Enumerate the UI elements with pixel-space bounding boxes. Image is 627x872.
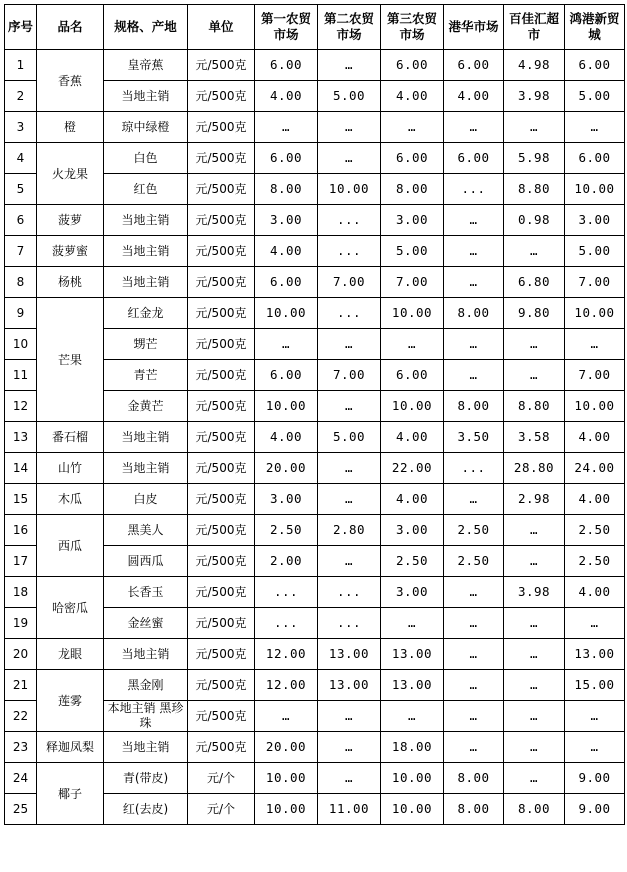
price-cell: ... [255, 577, 318, 608]
price-cell: 13.00 [318, 639, 381, 670]
price-cell: 24.00 [565, 453, 625, 484]
unit-cell: 元/500克 [188, 205, 255, 236]
price-cell: … [444, 639, 504, 670]
price-cell: 2.50 [444, 515, 504, 546]
row-number: 17 [5, 546, 37, 577]
price-cell: … [444, 267, 504, 298]
row-number: 5 [5, 174, 37, 205]
unit-cell: 元/个 [188, 763, 255, 794]
row-number: 6 [5, 205, 37, 236]
product-name: 木瓜 [37, 484, 104, 515]
price-cell: … [444, 236, 504, 267]
price-cell: 6.00 [444, 143, 504, 174]
price-cell: 3.98 [504, 81, 565, 112]
header-row [5, 5, 625, 50]
table-row [5, 267, 625, 298]
price-cell: 2.50 [565, 546, 625, 577]
price-cell: 22.00 [381, 453, 444, 484]
price-cell: … [318, 701, 381, 732]
price-cell: 7.00 [318, 267, 381, 298]
row-number: 13 [5, 422, 37, 453]
header-cell: 港华市场 [444, 5, 504, 50]
product-name: 芒果 [37, 298, 104, 422]
price-cell: 4.00 [565, 484, 625, 515]
price-cell: … [504, 608, 565, 639]
price-cell: 6.00 [255, 143, 318, 174]
unit-cell: 元/500克 [188, 732, 255, 763]
price-cell: 3.00 [381, 205, 444, 236]
price-cell: 13.00 [381, 639, 444, 670]
product-name: 菠萝蜜 [37, 236, 104, 267]
table-row [5, 143, 625, 174]
unit-cell: 元/500克 [188, 391, 255, 422]
price-cell: 6.00 [255, 267, 318, 298]
unit-cell: 元/500克 [188, 608, 255, 639]
price-cell: 10.00 [255, 298, 318, 329]
spec-cell: 长香玉 [104, 577, 188, 608]
price-cell: 2.00 [255, 546, 318, 577]
price-cell: ... [318, 205, 381, 236]
price-cell: … [504, 546, 565, 577]
price-cell: 28.80 [504, 453, 565, 484]
unit-cell: 元/500克 [188, 329, 255, 360]
row-number: 19 [5, 608, 37, 639]
price-cell: 8.00 [504, 794, 565, 825]
price-cell: … [504, 360, 565, 391]
row-number: 14 [5, 453, 37, 484]
unit-cell: 元/500克 [188, 174, 255, 205]
price-cell: 18.00 [381, 732, 444, 763]
header-cell: 百佳汇超市 [504, 5, 565, 50]
price-cell: … [504, 670, 565, 701]
product-name: 橙 [37, 112, 104, 143]
unit-cell: 元/500克 [188, 577, 255, 608]
price-cell: 4.00 [255, 236, 318, 267]
row-number: 9 [5, 298, 37, 329]
price-cell: 2.50 [255, 515, 318, 546]
spec-cell: 皇帝蕉 [104, 50, 188, 81]
table-row [5, 453, 625, 484]
spec-cell: 本地主销 黑珍珠 [104, 701, 188, 732]
row-number: 18 [5, 577, 37, 608]
row-number: 20 [5, 639, 37, 670]
price-cell: 4.00 [381, 484, 444, 515]
product-name: 哈密瓜 [37, 577, 104, 639]
price-cell: 9.80 [504, 298, 565, 329]
price-cell: 6.00 [444, 50, 504, 81]
header-cell: 单位 [188, 5, 255, 50]
price-cell: 5.00 [565, 236, 625, 267]
spec-cell: 当地主销 [104, 422, 188, 453]
price-cell: 9.00 [565, 794, 625, 825]
price-cell: … [444, 701, 504, 732]
row-number: 1 [5, 50, 37, 81]
spec-cell: 金黄芒 [104, 391, 188, 422]
price-cell: … [318, 391, 381, 422]
price-cell: … [318, 763, 381, 794]
price-cell: 5.00 [318, 81, 381, 112]
price-cell: 3.00 [381, 577, 444, 608]
spec-cell: 白皮 [104, 484, 188, 515]
price-cell: 10.00 [255, 391, 318, 422]
row-number: 16 [5, 515, 37, 546]
price-cell: 20.00 [255, 453, 318, 484]
price-cell: … [565, 608, 625, 639]
price-cell: 6.00 [565, 143, 625, 174]
price-cell: ... [318, 577, 381, 608]
header-cell: 品名 [37, 5, 104, 50]
table-row [5, 236, 625, 267]
price-cell: … [318, 453, 381, 484]
header-cell: 第一农贸市场 [255, 5, 318, 50]
price-cell: 8.80 [504, 174, 565, 205]
table-body [5, 50, 625, 825]
price-cell: 4.00 [565, 577, 625, 608]
price-cell: … [444, 577, 504, 608]
price-cell: … [565, 329, 625, 360]
price-cell: 4.00 [255, 422, 318, 453]
price-cell: 8.00 [255, 174, 318, 205]
spec-cell: 当地主销 [104, 639, 188, 670]
row-number: 25 [5, 794, 37, 825]
product-name: 杨桃 [37, 267, 104, 298]
price-cell: 10.00 [565, 391, 625, 422]
price-cell: 5.00 [565, 81, 625, 112]
price-cell: … [504, 515, 565, 546]
price-cell: 8.00 [444, 298, 504, 329]
price-cell: 4.00 [381, 422, 444, 453]
price-cell: 3.00 [255, 205, 318, 236]
price-cell: 6.00 [381, 50, 444, 81]
spec-cell: 当地主销 [104, 732, 188, 763]
price-cell: 2.80 [318, 515, 381, 546]
row-number: 23 [5, 732, 37, 763]
price-cell: 8.80 [504, 391, 565, 422]
table-row [5, 484, 625, 515]
price-cell: 9.00 [565, 763, 625, 794]
price-cell: 5.98 [504, 143, 565, 174]
table-row [5, 670, 625, 701]
spec-cell: 当地主销 [104, 236, 188, 267]
price-cell: … [381, 608, 444, 639]
unit-cell: 元/500克 [188, 143, 255, 174]
price-cell: 20.00 [255, 732, 318, 763]
unit-cell: 元/500克 [188, 360, 255, 391]
spec-cell: 青芒 [104, 360, 188, 391]
price-cell: … [504, 763, 565, 794]
price-cell: 13.00 [318, 670, 381, 701]
unit-cell: 元/500克 [188, 236, 255, 267]
price-cell: 6.00 [565, 50, 625, 81]
row-number: 22 [5, 701, 37, 732]
price-cell: 6.00 [381, 143, 444, 174]
product-name: 椰子 [37, 763, 104, 825]
price-cell: … [318, 329, 381, 360]
price-cell: 6.80 [504, 267, 565, 298]
row-number: 7 [5, 236, 37, 267]
table-row [5, 639, 625, 670]
unit-cell: 元/500克 [188, 639, 255, 670]
price-cell: … [504, 639, 565, 670]
price-cell: 6.00 [255, 360, 318, 391]
price-cell: 7.00 [565, 360, 625, 391]
price-cell: … [381, 112, 444, 143]
price-cell: … [318, 732, 381, 763]
price-cell: … [504, 236, 565, 267]
spec-cell: 黑金刚 [104, 670, 188, 701]
price-cell: 5.00 [318, 422, 381, 453]
price-cell: 3.58 [504, 422, 565, 453]
table-row [5, 50, 625, 81]
price-cell: 2.98 [504, 484, 565, 515]
spec-cell: 甥芒 [104, 329, 188, 360]
price-cell: 7.00 [318, 360, 381, 391]
price-cell: … [444, 112, 504, 143]
price-cell: … [381, 701, 444, 732]
product-name: 番石榴 [37, 422, 104, 453]
price-cell: ... [255, 608, 318, 639]
spec-cell: 金丝蜜 [104, 608, 188, 639]
header-cell: 规格、产地 [104, 5, 188, 50]
product-name: 火龙果 [37, 143, 104, 205]
spec-cell: 当地主销 [104, 205, 188, 236]
price-cell: … [444, 205, 504, 236]
row-number: 11 [5, 360, 37, 391]
unit-cell: 元/500克 [188, 50, 255, 81]
price-cell: ... [318, 608, 381, 639]
row-number: 10 [5, 329, 37, 360]
price-cell: … [444, 329, 504, 360]
price-cell: … [565, 701, 625, 732]
price-cell: 11.00 [318, 794, 381, 825]
product-name: 释迦凤梨 [37, 732, 104, 763]
table-row [5, 205, 625, 236]
table-row [5, 515, 625, 546]
unit-cell: 元/500克 [188, 298, 255, 329]
price-cell: … [318, 112, 381, 143]
spec-cell: 当地主销 [104, 453, 188, 484]
product-name: 山竹 [37, 453, 104, 484]
unit-cell: 元/500克 [188, 422, 255, 453]
price-cell: 10.00 [318, 174, 381, 205]
unit-cell: 元/500克 [188, 81, 255, 112]
price-cell: … [444, 484, 504, 515]
product-name: 西瓜 [37, 515, 104, 577]
unit-cell: 元/500克 [188, 670, 255, 701]
product-name: 菠萝 [37, 205, 104, 236]
price-cell: 8.00 [444, 763, 504, 794]
price-cell: … [444, 608, 504, 639]
spec-cell: 当地主销 [104, 267, 188, 298]
table-row [5, 422, 625, 453]
price-cell: 12.00 [255, 670, 318, 701]
unit-cell: 元/500克 [188, 515, 255, 546]
price-cell: 13.00 [381, 670, 444, 701]
price-cell: 10.00 [381, 298, 444, 329]
price-cell: 13.00 [565, 639, 625, 670]
unit-cell: 元/500克 [188, 546, 255, 577]
spec-cell: 红金龙 [104, 298, 188, 329]
price-cell: … [504, 329, 565, 360]
table-row [5, 577, 625, 608]
price-cell: 8.00 [444, 391, 504, 422]
unit-cell: 元/个 [188, 794, 255, 825]
spec-cell: 琼中绿橙 [104, 112, 188, 143]
row-number: 8 [5, 267, 37, 298]
header-cell: 序号 [5, 5, 37, 50]
price-cell: 3.00 [565, 205, 625, 236]
price-cell: … [565, 732, 625, 763]
price-cell: … [318, 484, 381, 515]
price-cell: 10.00 [565, 174, 625, 205]
price-cell: … [255, 701, 318, 732]
row-number: 24 [5, 763, 37, 794]
price-cell: 3.50 [444, 422, 504, 453]
spec-cell: 圆西瓜 [104, 546, 188, 577]
price-cell: 2.50 [444, 546, 504, 577]
price-cell: … [318, 546, 381, 577]
price-cell: 4.98 [504, 50, 565, 81]
table-row [5, 298, 625, 329]
product-name: 香蕉 [37, 50, 104, 112]
header-cell: 第三农贸市场 [381, 5, 444, 50]
price-cell: … [444, 670, 504, 701]
unit-cell: 元/500克 [188, 112, 255, 143]
table-row [5, 112, 625, 143]
price-cell: ... [444, 453, 504, 484]
spec-cell: 当地主销 [104, 81, 188, 112]
price-cell: 4.00 [444, 81, 504, 112]
price-cell: 3.00 [381, 515, 444, 546]
price-cell: 0.98 [504, 205, 565, 236]
price-cell: 7.00 [565, 267, 625, 298]
price-cell: … [504, 732, 565, 763]
unit-cell: 元/500克 [188, 453, 255, 484]
price-cell: … [318, 143, 381, 174]
spec-cell: 黑美人 [104, 515, 188, 546]
price-cell: 2.50 [381, 546, 444, 577]
price-cell: 7.00 [381, 267, 444, 298]
price-cell: … [504, 701, 565, 732]
product-name: 莲雾 [37, 670, 104, 732]
price-cell: ... [318, 236, 381, 267]
product-name: 龙眼 [37, 639, 104, 670]
table-row [5, 763, 625, 794]
fruit-price-table [4, 4, 625, 825]
price-cell: 8.00 [444, 794, 504, 825]
row-number: 12 [5, 391, 37, 422]
spec-cell: 红(去皮) [104, 794, 188, 825]
price-cell: 4.00 [255, 81, 318, 112]
row-number: 21 [5, 670, 37, 701]
row-number: 3 [5, 112, 37, 143]
price-cell: … [381, 329, 444, 360]
price-cell: … [565, 112, 625, 143]
price-cell: 2.50 [565, 515, 625, 546]
price-cell: … [255, 329, 318, 360]
unit-cell: 元/500克 [188, 267, 255, 298]
price-cell: ... [444, 174, 504, 205]
table-row [5, 732, 625, 763]
price-cell: … [318, 50, 381, 81]
price-cell: … [444, 732, 504, 763]
price-cell: 10.00 [565, 298, 625, 329]
row-number: 4 [5, 143, 37, 174]
price-cell: 12.00 [255, 639, 318, 670]
price-cell: 3.98 [504, 577, 565, 608]
row-number: 2 [5, 81, 37, 112]
price-cell: 10.00 [255, 763, 318, 794]
price-cell: 4.00 [381, 81, 444, 112]
spec-cell: 红色 [104, 174, 188, 205]
price-cell: 10.00 [255, 794, 318, 825]
price-cell: 10.00 [381, 391, 444, 422]
spec-cell: 青(带皮) [104, 763, 188, 794]
header-cell: 第二农贸市场 [318, 5, 381, 50]
price-cell: … [504, 112, 565, 143]
row-number: 15 [5, 484, 37, 515]
price-cell: 6.00 [255, 50, 318, 81]
price-cell: 5.00 [381, 236, 444, 267]
unit-cell: 元/500克 [188, 701, 255, 732]
price-cell: 8.00 [381, 174, 444, 205]
price-cell: 10.00 [381, 794, 444, 825]
price-cell: … [444, 360, 504, 391]
unit-cell: 元/500克 [188, 484, 255, 515]
price-cell: 4.00 [565, 422, 625, 453]
spec-cell: 白色 [104, 143, 188, 174]
price-cell: 10.00 [381, 763, 444, 794]
price-cell: 3.00 [255, 484, 318, 515]
price-cell: … [255, 112, 318, 143]
price-cell: ... [318, 298, 381, 329]
price-cell: 15.00 [565, 670, 625, 701]
header-cell: 鸿港新贸城 [565, 5, 625, 50]
price-cell: 6.00 [381, 360, 444, 391]
